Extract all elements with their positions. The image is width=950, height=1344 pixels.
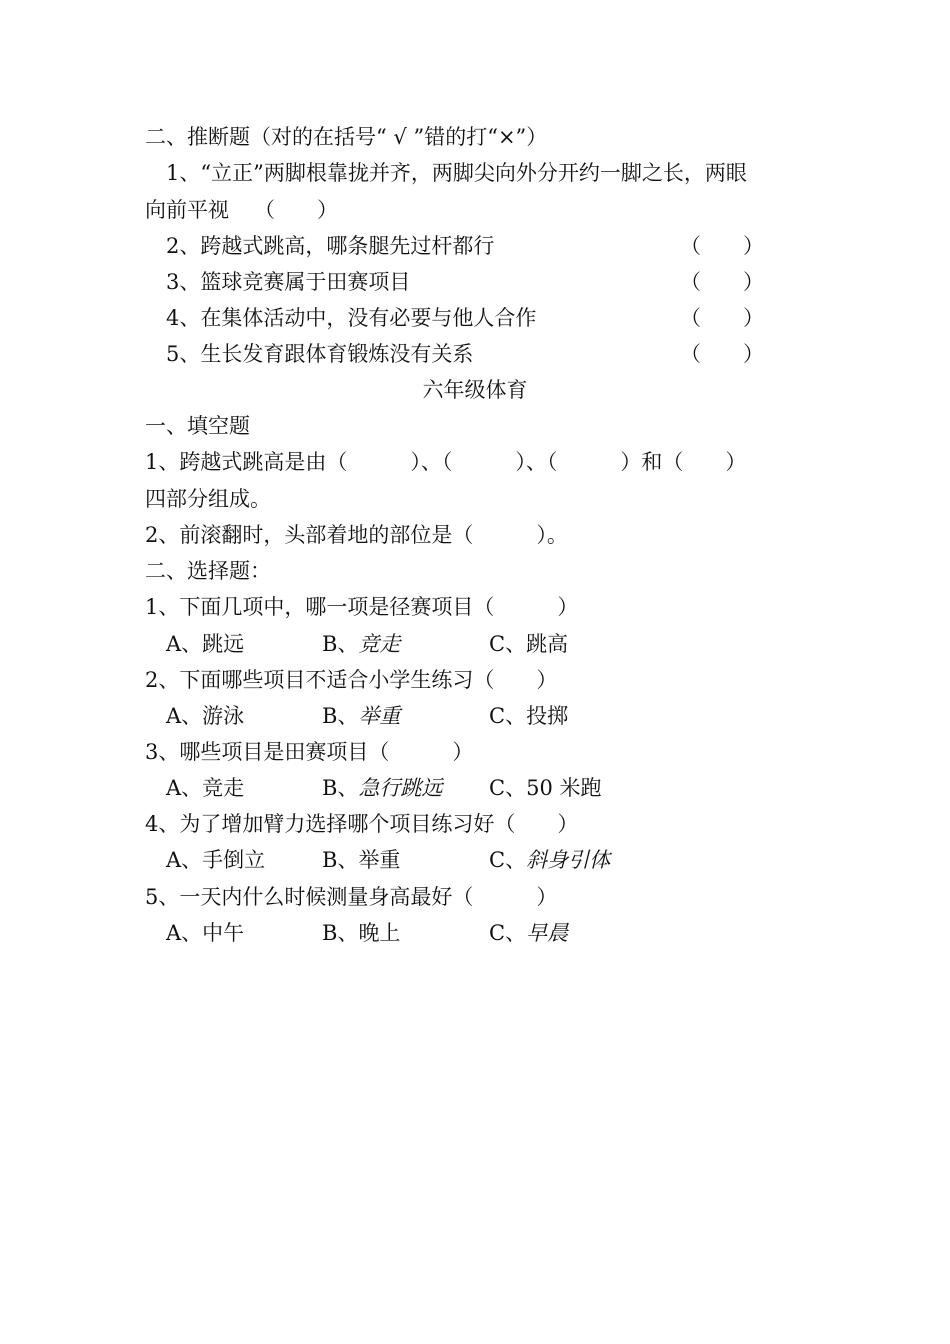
judge-q4-paren: （ ） <box>680 306 764 330</box>
judge-q1-line1: 1、“立正”两脚根靠拢并齐，两脚尖向外分开约一脚之长，两眼 <box>166 161 747 185</box>
judge-q1-line2: 向前平视 <box>145 198 229 222</box>
choice-question-3: 3、哪些项目是田赛项目（ ） <box>145 740 474 764</box>
judge-q4: 4、在集体活动中，没有必要与他人合作 <box>166 306 537 330</box>
choice-q4-option-b: B、举重 <box>322 848 401 872</box>
choice-question-1: 1、下面几项中，哪一项是径赛项目（ ） <box>145 595 579 619</box>
judge-q5-paren: （ ） <box>680 342 764 366</box>
judge-q3-paren: （ ） <box>680 270 764 294</box>
judge-q2: 2、跨越式跳高，哪条腿先过杆都行 <box>166 234 495 258</box>
choice-q3-option-b: B、急行跳远 <box>322 776 443 800</box>
choice-q4-option-a: A、手倒立 <box>166 848 266 872</box>
choice-q2-option-c: C、投掷 <box>489 704 569 728</box>
choice-q1-option-a: A、跳远 <box>166 632 245 656</box>
choice-q5-option-b: B、晚上 <box>322 921 401 945</box>
judge-q5: 5、生长发育跟体育锻炼没有关系 <box>166 342 474 366</box>
choice-q1-option-c: C、跳高 <box>489 632 569 656</box>
judge-q1-paren: （ ） <box>254 198 338 222</box>
choice-q2-option-a: A、游泳 <box>166 704 245 728</box>
choice-q1-option-b: B、竞走 <box>322 632 401 656</box>
fill-q1-line2: 四部分组成。 <box>145 487 271 511</box>
judge-heading: 二、推断题（对的在括号“ √ ”错的打“×”） <box>145 125 548 149</box>
judge-q2-paren: （ ） <box>680 234 764 258</box>
fill-q2: 2、前滚翻时，头部着地的部位是（ ）。 <box>145 523 568 547</box>
choice-q4-option-c: C、斜身引体 <box>489 848 611 872</box>
choice-question-4: 4、为了增加臂力选择哪个项目练习好（ ） <box>145 812 579 836</box>
choice-question-2: 2、下面哪些项目不适合小学生练习（ ） <box>145 668 558 692</box>
choice-q5-option-c: C、早晨 <box>489 921 569 945</box>
choice-question-5: 5、一天内什么时候测量身高最好（ ） <box>145 885 558 909</box>
judge-q3: 3、篮球竞赛属于田赛项目 <box>166 270 411 294</box>
fill-heading: 一、填空题 <box>145 414 250 438</box>
fill-q1-line1: 1、跨越式跳高是由（ ）、（ ）、（ ）和（ ） <box>145 450 747 474</box>
choice-q3-option-c: C、50 米跑 <box>489 776 602 800</box>
grade6-title: 六年级体育 <box>422 378 528 402</box>
choice-q3-option-a: A、竞走 <box>166 776 245 800</box>
choice-q5-option-a: A、中午 <box>166 921 245 945</box>
choice-q2-option-b: B、举重 <box>322 704 401 728</box>
choice-heading: 二、选择题： <box>145 559 271 583</box>
